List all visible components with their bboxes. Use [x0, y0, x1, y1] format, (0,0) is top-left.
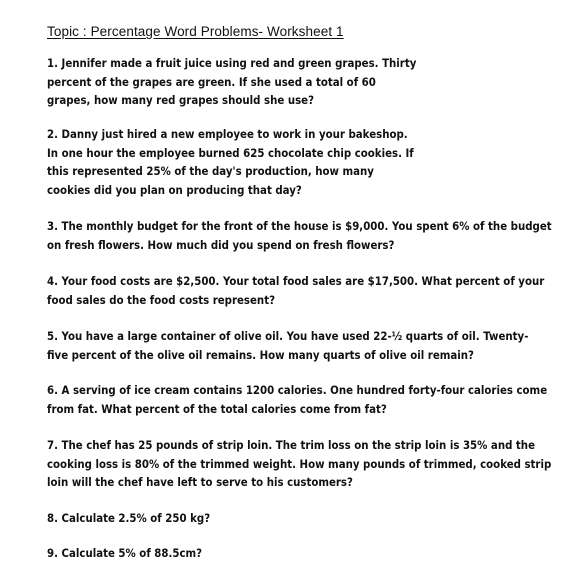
problem-line: from fat. What percent of the total calories come from fat? — [47, 401, 387, 416]
problem-line: loin will the chef have left to serve to his customers? — [47, 475, 353, 489]
problem-line: 1. Jennifer made a fruit juice using red and green grapes. Thirty — [47, 56, 417, 70]
problem-line: 4. Your food costs are $2,500. Your total food sales are $17,500. What percent of your — [47, 274, 545, 288]
problem-line: food sales do the food costs represent? — [47, 292, 275, 307]
problem-line: this represented 25% of the day's production, how many — [47, 164, 374, 178]
problem-5 — [47, 327, 528, 364]
problem-line: 7. The chef has 25 pounds of strip loin. The trim loss on the strip loin is 35% and the — [47, 438, 536, 452]
problem-3 — [47, 217, 552, 254]
problem-line: In one hour the employee burned 625 chocolate chip cookies. If — [47, 145, 414, 160]
problem-line: on fresh flowers. How much did you spend on fresh flowers? — [47, 237, 395, 252]
problem-line: five percent of the olive oil remains. How many quarts of olive oil remain? — [47, 347, 474, 362]
problem-line: cookies did you plan on producing that day? — [47, 182, 302, 197]
problem-line: 3. The monthly budget for the front of the house is $9,000. You spent 6% of the budget — [47, 219, 552, 233]
problem-2 — [47, 125, 414, 199]
problem-line: cooking loss is 80% of the trimmed weight. How many pounds of trimmed, cooked strip — [47, 456, 552, 471]
problem-7 — [47, 436, 551, 492]
problem-1 — [47, 54, 416, 110]
problem-line: percent of the grapes are green. If she used a total of 60 — [47, 74, 376, 89]
worksheet-title: Topic : Percentage Word Problems- Worksheet 1 — [47, 24, 344, 39]
problem-line: 9. Calculate 5% of 88.5cm? — [47, 546, 203, 560]
problem-line: 8. Calculate 2.5% of 250 kg? — [47, 511, 211, 525]
problem-4 — [47, 272, 544, 309]
problem-line: 2. Danny just hired a new employee to work in your bakeshop. — [47, 127, 408, 141]
problem-9 — [47, 544, 202, 563]
problem-8 — [47, 509, 210, 528]
problem-line: 6. A serving of ice cream contains 1200 calories. One hundred forty-four calories come — [47, 383, 548, 397]
problem-line: 5. You have a large container of olive oil. You have used 22-½ quarts of oil. Twenty- — [47, 329, 529, 343]
problem-6 — [47, 381, 547, 418]
problem-line: grapes, how many red grapes should she use? — [47, 93, 314, 107]
